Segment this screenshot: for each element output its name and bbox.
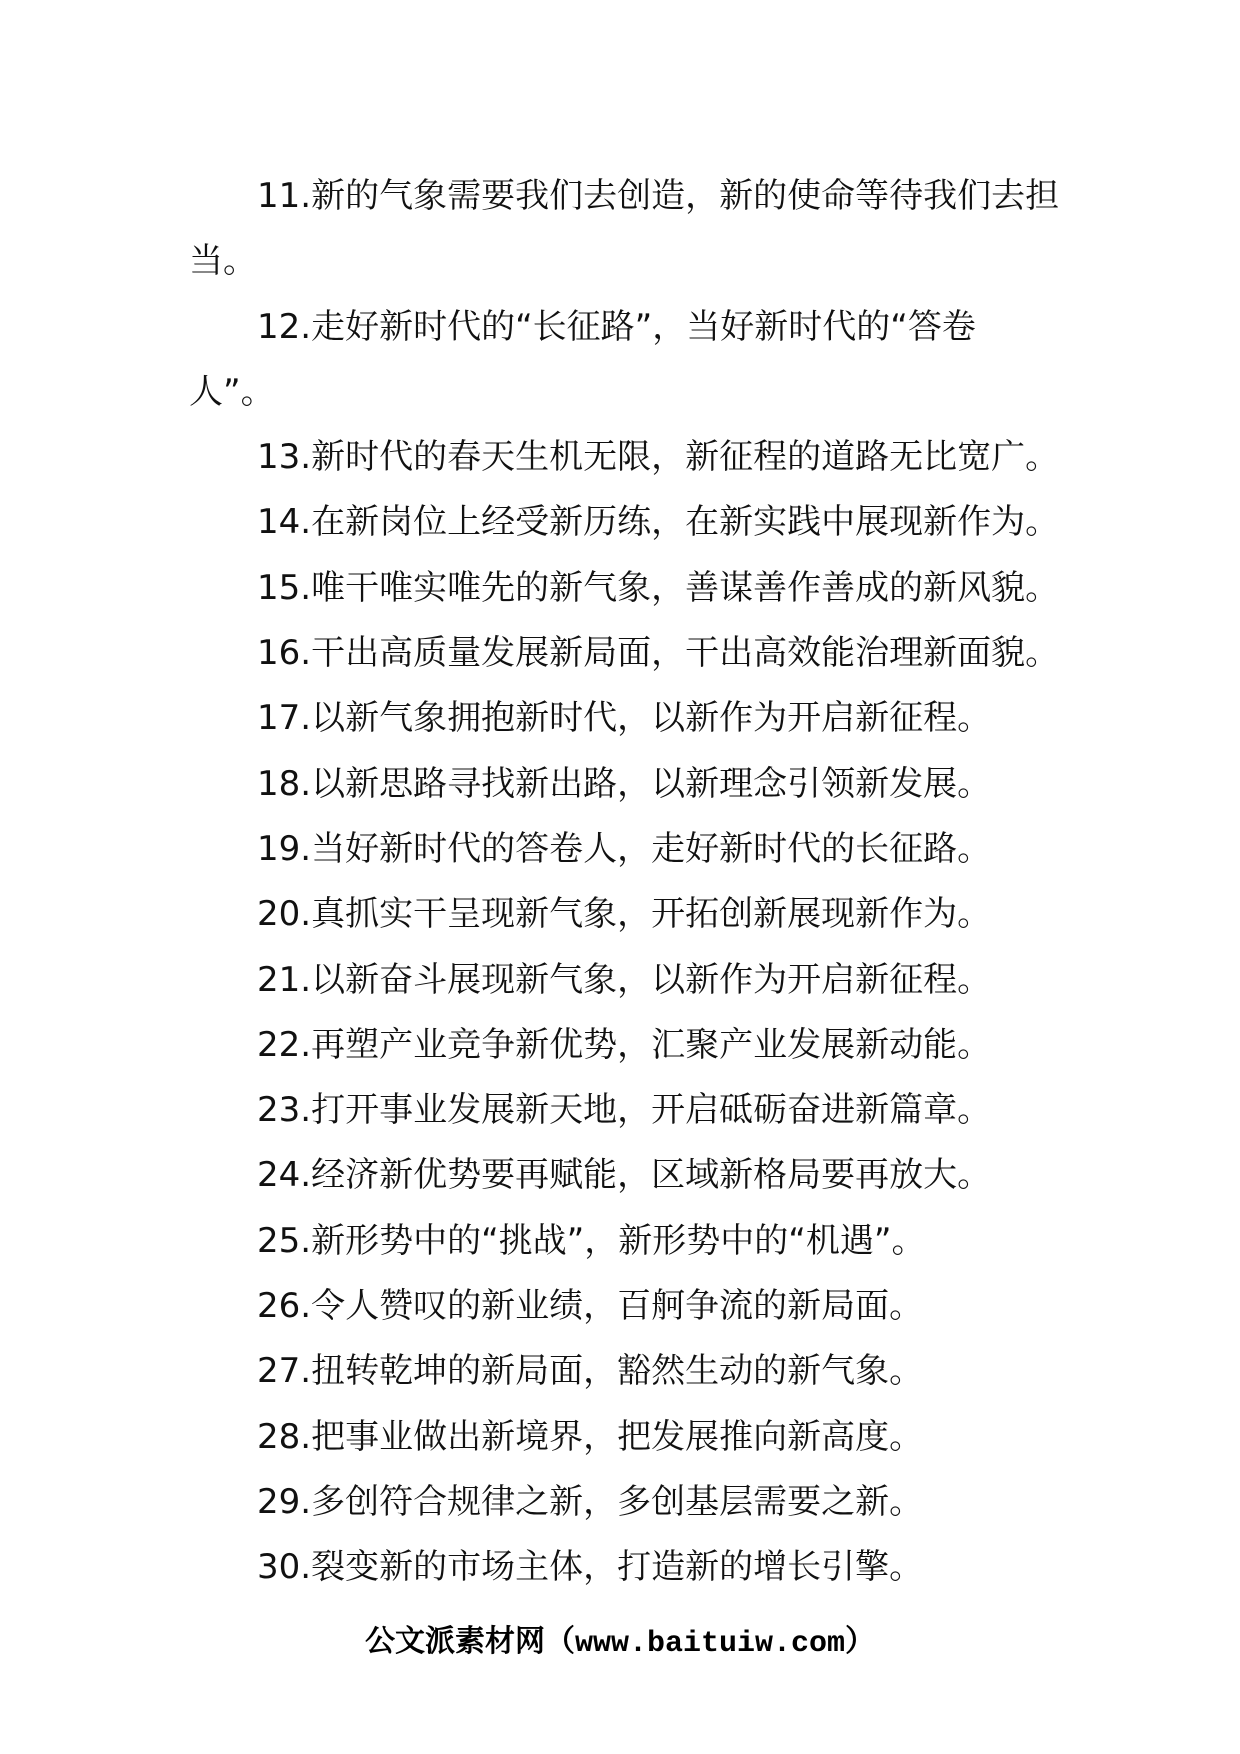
list-item [189,1339,1061,1404]
list-item-line: 18.以新思路寻找新出路，以新理念引领新发展。 [257,763,992,804]
list-item [189,817,1061,882]
list-item-line: 14.在新岗位上经受新历练，在新实践中展现新作为。 [257,502,1060,543]
list-item-line: 17.以新气象拥抱新时代，以新作为开启新征程。 [257,698,992,739]
list-item [189,1143,1061,1208]
source-footer: 公文派素材网（www.baituiw.com） [364,1627,876,1661]
list-item-line: 当。 [189,241,257,282]
list-item-line: 24.经济新优势要再赋能，区域新格局要再放大。 [257,1155,992,1196]
list-item [189,948,1061,1013]
list-item-line: 23.打开事业发展新天地，开启砥砺奋进新篇章。 [257,1090,992,1131]
slogan-list [189,164,1061,1601]
list-item-line: 29.多创符合规律之新，多创基层需要之新。 [257,1481,924,1522]
list-item [189,882,1061,947]
list-item-line: 15.唯干唯实唯先的新气象，善谋善作善成的新风貌。 [257,567,1060,608]
list-item-line: 22.再塑产业竞争新优势，汇聚产业发展新动能。 [257,1024,992,1065]
list-item [189,1013,1061,1078]
list-item [189,1535,1061,1600]
list-item [189,556,1061,621]
list-item-line: 27.扭转乾坤的新局面，豁然生动的新气象。 [257,1351,924,1392]
list-item [189,1078,1061,1143]
list-item-line: 25.新形势中的“挑战”，新形势中的“机遇”。 [257,1220,926,1261]
list-item [189,1209,1061,1274]
list-item [189,686,1061,751]
list-item-line: 20.真抓实干呈现新气象，开拓创新展现新作为。 [257,894,992,935]
list-item [189,425,1061,490]
list-item-line: 30.裂变新的市场主体，打造新的增长引擎。 [257,1547,924,1588]
list-item [189,1470,1061,1535]
list-item [189,295,1061,426]
list-item [189,164,1061,295]
list-item-line: 21.以新奋斗展现新气象，以新作为开启新征程。 [257,959,992,1000]
list-item-line: 11.新的气象需要我们去创造，新的使命等待我们去担 [257,176,1060,216]
list-item [189,621,1061,686]
list-item [189,752,1061,817]
list-item-line: 28.把事业做出新境界，把发展推向新高度。 [257,1416,924,1457]
list-item-line: 13.新时代的春天生机无限，新征程的道路无比宽广。 [257,437,1060,478]
list-item [189,1405,1061,1470]
list-item [189,1274,1061,1339]
list-item-line: 19.当好新时代的答卷人，走好新时代的长征路。 [257,828,992,869]
list-item-line: 12.走好新时代的“长征路”，当好新时代的“答卷 [257,306,976,347]
list-item [189,490,1061,555]
list-item-line: 16.干出高质量发展新局面，干出高效能治理新面貌。 [257,633,1060,674]
list-item-line: 26.令人赞叹的新业绩，百舸争流的新局面。 [257,1286,924,1327]
list-item-line: 人”。 [189,371,275,412]
